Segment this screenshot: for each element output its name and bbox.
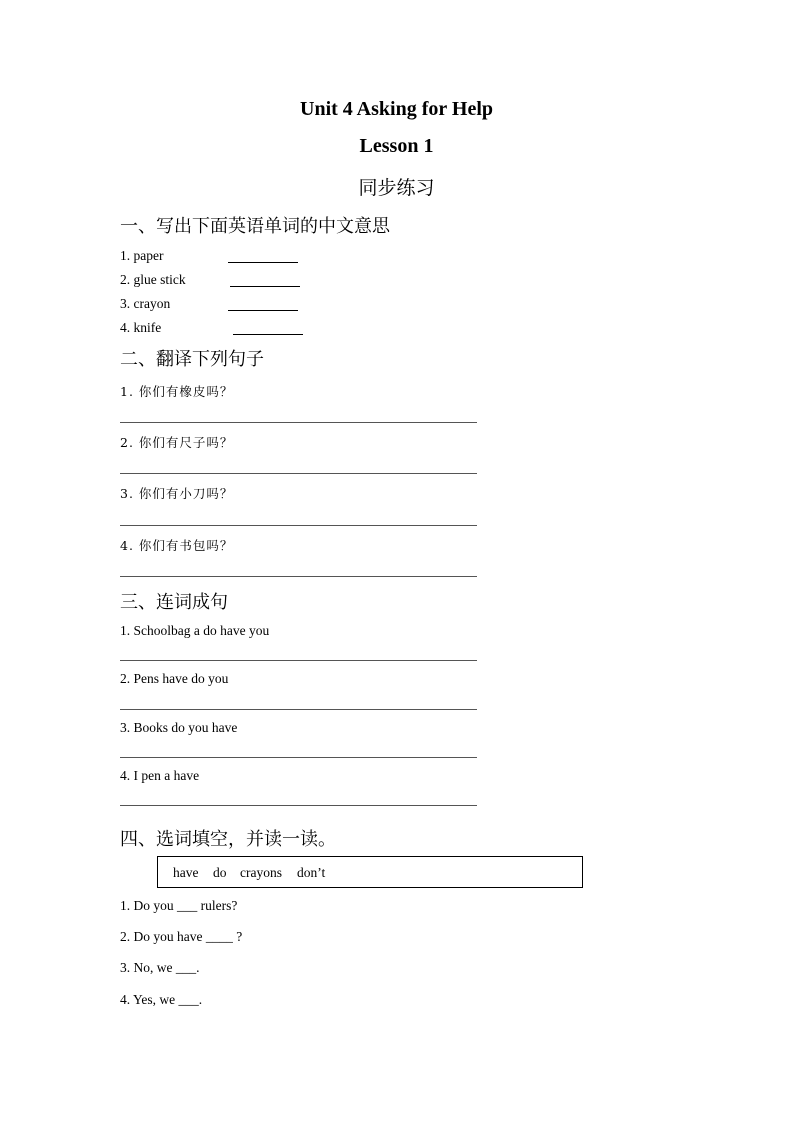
lesson-title: Lesson 1 [359,135,434,157]
answer-line[interactable] [120,473,477,474]
section-3-heading: 三、连词成句 [120,592,228,613]
word-order-item: 3. Books do you have [120,720,238,735]
word-bank-word: have [173,865,199,880]
answer-line[interactable] [120,576,477,577]
fill-blank-item: 4. Yes, we ___. [120,992,203,1007]
translate-item: 4. 你们有书包吗？ [120,538,234,553]
translate-item: 1. 你们有橡皮吗？ [120,384,234,399]
answer-blank[interactable] [228,262,298,263]
answer-line[interactable] [120,805,477,806]
page-title: Unit 4 Asking for Help [300,98,493,120]
word-bank-box [157,856,583,888]
vocab-item: 1. paper [120,248,164,263]
vocab-item: 2. glue stick [120,272,186,287]
fill-blank-item: 3. No, we ___. [120,960,200,975]
section-1-heading: 一、写出下面英语单词的中文意思 [120,216,390,237]
translate-item: 3. 你们有小刀吗？ [120,486,234,501]
vocab-item: 3. crayon [120,296,171,311]
word-bank-word: don’t [297,865,326,880]
answer-line[interactable] [120,757,477,758]
page-subtitle: 同步练习 [358,177,435,199]
translate-item: 2. 你们有尺子吗？ [120,435,234,450]
word-order-item: 1. Schoolbag a do have you [120,623,270,638]
word-order-item: 2. Pens have do you [120,671,229,686]
answer-line[interactable] [120,422,477,423]
section-4-heading: 四、选词填空，并读一读。 [120,829,336,850]
answer-blank[interactable] [230,286,300,287]
answer-line[interactable] [120,660,477,661]
section-2-heading: 二、翻译下列句子 [120,349,264,370]
word-bank-word: crayons [240,865,282,880]
fill-blank-item: 2. Do you have ____ ? [120,929,243,944]
word-order-item: 4. I pen a have [120,768,200,783]
vocab-item: 4. knife [120,320,162,335]
answer-blank[interactable] [228,310,298,311]
word-bank-word: do [213,865,227,880]
answer-line[interactable] [120,525,477,526]
answer-line[interactable] [120,709,477,710]
fill-blank-item: 1. Do you ___ rulers? [120,898,238,913]
answer-blank[interactable] [233,334,303,335]
